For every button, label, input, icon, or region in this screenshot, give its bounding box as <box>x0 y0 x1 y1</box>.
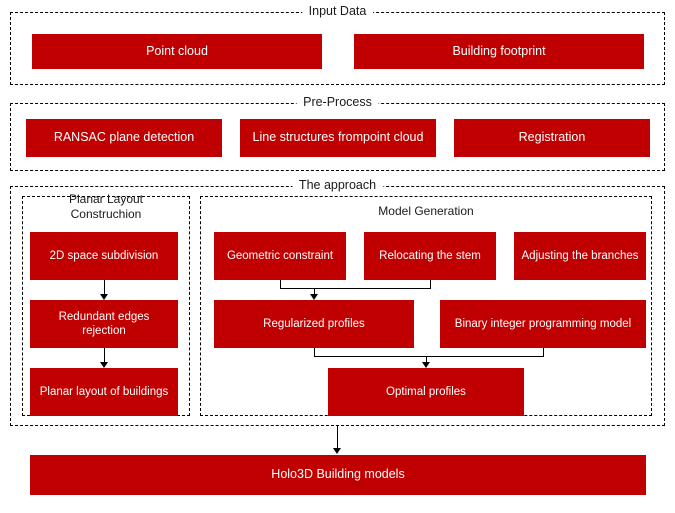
box-line-structures[interactable]: Line structures frompoint cloud <box>240 119 436 157</box>
connector-geometric-down <box>280 280 281 288</box>
column-title-model-generation: Model Generation <box>378 204 474 218</box>
connector-row2-merge-bar <box>314 356 544 357</box>
box-relocating-the-stem[interactable]: Relocating the stem <box>364 232 496 280</box>
arrowhead-2d-to-redundant <box>100 294 108 300</box>
box-ransac-plane-detection[interactable]: RANSAC plane detection <box>26 119 222 157</box>
arrowhead-to-holo3d <box>333 448 341 454</box>
box-redundant-edges-rejection[interactable]: Redundant edges rejection <box>30 300 178 348</box>
box-adjusting-the-branches[interactable]: Adjusting the branches <box>514 232 646 280</box>
box-registration[interactable]: Registration <box>454 119 650 157</box>
connector-2d-to-redundant <box>104 280 105 294</box>
connector-relocating-down <box>430 280 431 288</box>
box-2d-space-subdivision[interactable]: 2D space subdivision <box>30 232 178 280</box>
arrowhead-to-optimal-profiles <box>422 362 430 368</box>
group-title-the-approach: The approach <box>292 178 383 192</box>
column-title-planar-layout: Planar Layout Construchion <box>68 192 144 221</box>
box-optimal-profiles[interactable]: Optimal profiles <box>328 368 524 416</box>
box-building-footprint[interactable]: Building footprint <box>354 34 644 69</box>
connector-regularized-down <box>314 348 315 356</box>
box-geometric-constraint[interactable]: Geometric constraint <box>214 232 346 280</box>
connector-redundant-to-planar <box>104 348 105 362</box>
box-point-cloud[interactable]: Point cloud <box>32 34 322 69</box>
box-binary-integer-programming-model[interactable]: Binary integer programming model <box>440 300 646 348</box>
box-planar-layout-of-buildings[interactable]: Planar layout of buildings <box>30 368 178 416</box>
group-title-pre-process: Pre-Process <box>296 95 379 109</box>
arrowhead-redundant-to-planar <box>100 362 108 368</box>
group-title-input-data: Input Data <box>302 4 374 18</box>
box-holo3d-building-models[interactable]: Holo3D Building models <box>30 455 646 495</box>
connector-approach-to-output <box>337 426 338 448</box>
arrowhead-to-regularized-profiles <box>310 294 318 300</box>
box-regularized-profiles[interactable]: Regularized profiles <box>214 300 414 348</box>
connector-binary-down <box>543 348 544 356</box>
connector-row1-merge-bar <box>280 288 431 289</box>
